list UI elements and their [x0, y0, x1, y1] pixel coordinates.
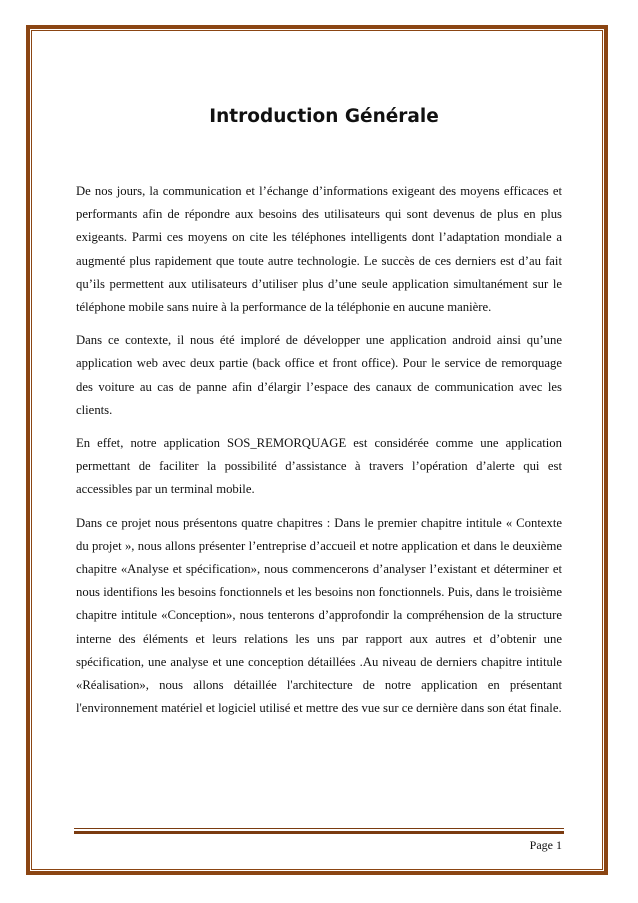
paragraph-intro: De nos jours, la communication et l’échange d’informations exigeant des moyens efficaces et performants afin de répondre aux besoins des utilisateurs qui sont devenus de plus en plus exigeants. Parmi ces moyens on cite les téléphones intelligents dont l’adaptation mondiale a augmenté plus rapidement que toute autre technologie. Le succès de ces derniers est d’au fait qu’ils permettent aux utilisateurs d’utiliser plus d’une seule application simultanément sur le téléphone mobile sans nuire à la performance de la téléphonie en aucune manière. [76, 184, 562, 315]
document-body [76, 180, 562, 730]
footer-divider-thin [74, 828, 564, 829]
paragraph-chapters: Dans ce projet nous présentons quatre chapitres : Dans le premier chapitre intitule « Contexte du projet », nous allons présenter l’entreprise d’accueil et notre application et dans le deuxième chapitre «Analyse et spécification», nous commencerons d’analyser l’existant et déterminer et nous identifions les besoins fonctionnels et les besoins non fonctionnels. Puis, dans le troisième chapitre intitule «Conception», nous tenterons d’approfondir la compréhension de la structure interne des éléments et leurs relations les uns par rapport aux autres et d’obtenir une spécification, une analyse et une conception détaillées .Au niveau de derniers chapitre intitule «Réalisation», nous allons détaillée l'architecture de notre application en présentant l'environnement matériel et logiciel utilisé et mettre des vue sur ce dernière dans son état finale. [76, 515, 562, 716]
footer-divider-thick [74, 831, 564, 834]
page-title: Introduction Générale [209, 106, 439, 127]
paragraph-application: En effet, notre application SOS_REMORQUAGE est considérée comme une application permettant de faciliter la possibilité d’assistance à travers l’opération d’alerte qui est accessibles par un terminal mobile. [76, 436, 562, 497]
page-number: Page 1 [529, 838, 562, 852]
paragraph-context: Dans ce contexte, il nous été imploré de développer une application android ainsi qu’une application web avec deux partie (back office et front office). Pour le service de remorquage des voiture au cas de panne afin d’élargir l’espace des canaux de communication avec les clients. [76, 333, 562, 417]
